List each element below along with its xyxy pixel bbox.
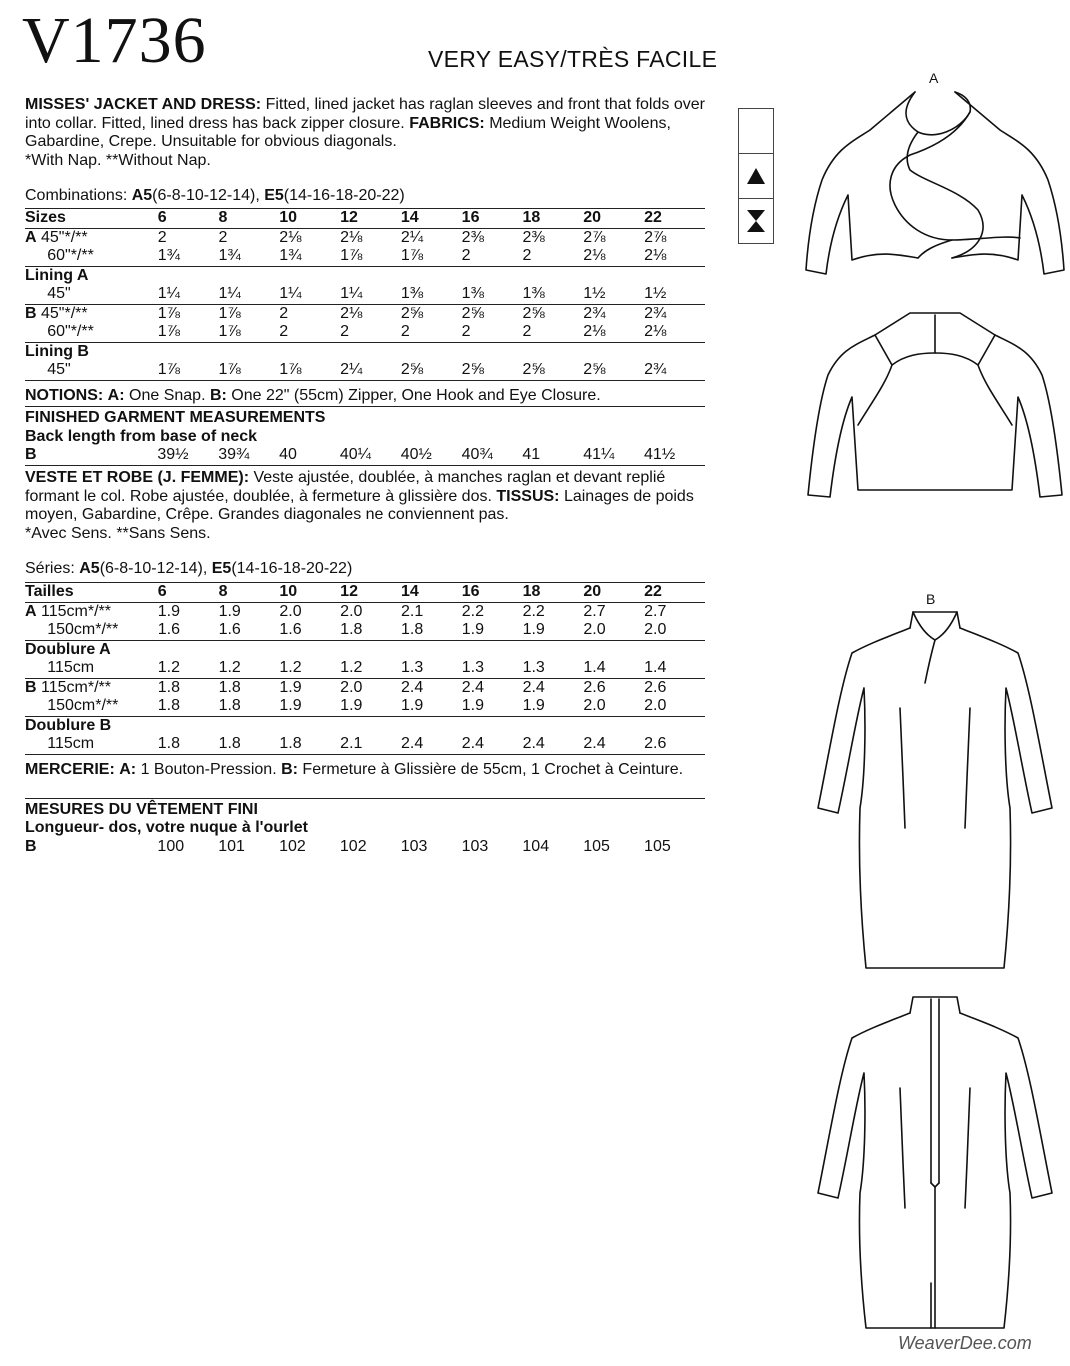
table-cell: 1⅞ <box>158 361 219 380</box>
combo-a-sizes: (6-8-10-12-14), <box>99 560 212 577</box>
table-cell: 1¾ <box>279 247 340 266</box>
table-cell: 2.1 <box>400 602 424 620</box>
table-header-cell: 8 <box>219 583 280 603</box>
description-body: Fitted, lined jacket has raglan sleeves and front that folds over into collar. Fitted, lined dress has back zipper closure. <box>25 96 705 132</box>
table-cell: 1⅜ <box>522 285 583 304</box>
combo-a: A5 <box>131 187 153 204</box>
table-header-cell: 22 <box>644 209 705 229</box>
dress-front-illustration <box>800 608 1070 978</box>
table-cell: 1.8 <box>219 735 280 754</box>
jacket-front-illustration <box>800 90 1070 300</box>
table-cell: 2.0 <box>340 602 363 620</box>
table-row <box>25 247 705 266</box>
table-cell: 2.4 <box>462 735 523 754</box>
table-cell: 1⅞ <box>218 323 279 342</box>
fabrics-body: Medium Weight Woolens, Gabardine, Crepe. Unsuitable for obvious diagonals. <box>25 114 671 150</box>
table-cell: 2.0 <box>279 602 302 620</box>
table-cell: 1.8 <box>158 735 219 754</box>
table-header-cell: 22 <box>644 583 705 603</box>
table-header-cell: 10 <box>279 209 340 229</box>
table-header-cell: 6 <box>158 209 219 229</box>
table-header-cell: Sizes <box>25 209 158 229</box>
table-row <box>25 266 705 285</box>
table-header-row <box>25 583 705 603</box>
table-cell: 2 <box>401 323 462 342</box>
table-header-cell: 16 <box>462 583 523 603</box>
pattern-number: V1736 <box>22 4 207 77</box>
fabrics-body: Lainages de poids moyen, Gabardine, Crêpe. Grandes diagonales ne conviennent pas. <box>25 487 694 523</box>
back-length-title-fr: Longueur- dos, votre nuque à l'ourlet <box>25 819 308 836</box>
table-cell: 1⅞ <box>157 304 180 322</box>
table-cell: 1¼ <box>158 285 219 304</box>
table-cell: 2⅛ <box>644 323 705 342</box>
fabrics-title: TISSUS: <box>496 487 560 505</box>
combo-e: E5 <box>264 187 284 204</box>
notions-a: A: <box>119 761 137 778</box>
table-cell: 60"*/** <box>25 323 158 342</box>
view-a-label: A <box>929 70 939 86</box>
table-cell: 2 <box>218 228 228 246</box>
table-row <box>25 285 705 304</box>
english-description <box>25 96 705 170</box>
table-cell: 2¾ <box>583 304 606 322</box>
table-cell: 1.2 <box>279 659 340 678</box>
notions-b-text: Fermeture à Glissière de 55cm, 1 Crochet à Ceinture. <box>297 761 684 778</box>
watermark: WeaverDee.com <box>898 1333 1032 1353</box>
table-cell: 2.4 <box>400 678 424 696</box>
table-cell: 1⅞ <box>279 361 340 380</box>
table-header-cell: 20 <box>583 209 644 229</box>
table-cell: 1.9 <box>340 697 401 716</box>
table-header-cell: 14 <box>401 209 462 229</box>
table-cell: 102 <box>339 838 367 855</box>
table-cell: 2⅝ <box>400 304 424 322</box>
table-cell: 40 <box>279 446 340 465</box>
table-cell: 41¼ <box>583 446 644 465</box>
finished-title: FINISHED GARMENT MEASUREMENTS <box>25 409 326 426</box>
notions-b: B: <box>281 761 298 778</box>
table-cell: 100 <box>157 838 185 855</box>
table-cell: 2⅞ <box>583 228 606 246</box>
table-cell: 105 <box>644 838 671 855</box>
back-length-title: Back length from base of neck <box>25 428 258 445</box>
nap-note: *With Nap. **Without Nap. <box>25 151 211 169</box>
table-cell: 40¾ <box>462 446 523 465</box>
table-cell: B <box>25 838 37 855</box>
table-cell: 2.6 <box>583 678 606 696</box>
table-cell: 2⅝ <box>522 361 583 380</box>
table-cell: 1.9 <box>523 697 584 716</box>
table-cell: 1⅜ <box>401 285 462 304</box>
table-row <box>25 659 705 678</box>
jacket-back-illustration <box>800 305 1070 515</box>
table-cell: 1.8 <box>219 697 280 716</box>
table-cell: 1.2 <box>219 659 280 678</box>
table-cell: 105 <box>583 838 610 855</box>
table-cell: 2.4 <box>523 735 584 754</box>
table-cell: 1.8 <box>279 735 340 754</box>
divider <box>25 798 705 799</box>
table-cell: 2⅝ <box>522 304 545 322</box>
table-header-cell: Tailles <box>25 583 158 603</box>
table-cell: 1.8 <box>340 621 401 640</box>
table-row <box>25 735 705 754</box>
table-cell: 2 <box>340 323 401 342</box>
table-cell: 2⅛ <box>340 228 363 246</box>
table-cell: 1¾ <box>158 247 219 266</box>
table-header-row <box>25 209 705 229</box>
table-cell: 1.6 <box>158 621 219 640</box>
table-cell: 2⅜ <box>461 228 484 246</box>
table-cell: 41 <box>522 446 583 465</box>
table-cell: 115cm <box>25 735 158 754</box>
table-cell: 2¾ <box>644 361 705 380</box>
lining-b-label: Lining B <box>25 342 89 360</box>
table-cell: 1.9 <box>401 697 462 716</box>
table-row: B 45"*/** 1⅞ 1⅞ 2 2⅛ 2⅝ 2⅝ 2⅝ 2¾ 2¾ <box>25 304 705 323</box>
table-cell: 1.2 <box>158 659 219 678</box>
table-cell: 1.2 <box>340 659 401 678</box>
table-cell: 1.9 <box>462 697 523 716</box>
table-header-cell: 18 <box>523 583 584 603</box>
table-cell: 1¼ <box>279 285 340 304</box>
table-cell: 2¼ <box>400 228 424 246</box>
table-cell: 1.6 <box>219 621 280 640</box>
table-cell: 1½ <box>644 285 705 304</box>
notions-line <box>25 387 705 406</box>
notions-title: MERCERIE: <box>25 761 115 778</box>
table-cell: 2.0 <box>340 678 363 696</box>
table-cell: 1.8 <box>401 621 462 640</box>
table-header-cell: 10 <box>279 583 340 603</box>
table-cell: 2.7 <box>644 602 667 620</box>
notions-b: B: <box>209 387 227 404</box>
combo-a-sizes: (6-8-10-12-14), <box>152 187 265 204</box>
combo-prefix: Séries: <box>25 560 80 577</box>
nap-note: *Avec Sens. **Sans Sens. <box>25 524 211 542</box>
table-row <box>25 838 705 857</box>
table-cell: 2 <box>462 247 523 266</box>
table-cell: 1.4 <box>644 659 705 678</box>
table-cell: 1⅞ <box>340 247 401 266</box>
table-header-cell: 16 <box>462 209 523 229</box>
finished-title-fr: MESURES DU VÊTEMENT FINI <box>25 801 258 818</box>
table-cell: 102 <box>279 838 306 855</box>
lining-a-label: Lining A <box>25 266 89 284</box>
table-cell: 45" <box>25 361 158 380</box>
table-header-cell: 20 <box>583 583 644 603</box>
table-cell: 115cm <box>25 659 158 678</box>
hourglass-icon <box>739 199 773 243</box>
table-cell: 1½ <box>583 285 644 304</box>
table-cell: 2⅝ <box>461 304 484 322</box>
table-cell: 2.1 <box>340 735 401 754</box>
english-yardage-table <box>25 208 705 381</box>
table-cell: 2⅛ <box>340 304 363 322</box>
fabrics-title: FABRICS: <box>409 114 485 132</box>
table-row <box>25 697 705 716</box>
table-cell: 1⅞ <box>401 247 462 266</box>
table-cell: 2.0 <box>583 621 644 640</box>
table-cell: 1.9 <box>462 621 523 640</box>
description-title: VESTE ET ROBE (J. FEMME): <box>25 469 250 486</box>
combo-a: A5 <box>79 560 100 577</box>
table-row <box>25 621 705 640</box>
table-cell: 1.3 <box>523 659 584 678</box>
table-cell: 2 <box>522 323 583 342</box>
table-cell: 2 <box>522 247 583 266</box>
table-cell: 1.8 <box>158 697 219 716</box>
notions-b-text: One 22" (55cm) Zipper, One Hook and Eye Closure. <box>226 387 601 404</box>
table-cell: 41½ <box>644 446 705 465</box>
table-cell: 2⅛ <box>644 247 705 266</box>
table-cell: 2.4 <box>461 678 485 696</box>
table-row <box>25 342 705 361</box>
table-cell: 1.3 <box>401 659 462 678</box>
table-cell: 39¾ <box>218 446 279 465</box>
table-cell: 2.4 <box>583 735 644 754</box>
french-description <box>25 469 705 543</box>
combo-e: E5 <box>211 560 232 577</box>
table-cell: 1.8 <box>218 678 241 696</box>
mercerie-block <box>25 761 705 780</box>
table-cell: 2 <box>279 323 340 342</box>
table-cell: 40½ <box>401 446 462 465</box>
combinations-line <box>25 187 405 205</box>
table-header-cell: 8 <box>218 209 279 229</box>
table-cell: 60"*/** <box>25 247 158 266</box>
notions-title: NOTIONS: <box>25 387 104 404</box>
table-cell: 1¼ <box>340 285 401 304</box>
table-cell: 1¼ <box>218 285 279 304</box>
view-b-label: B <box>926 591 936 607</box>
table-cell: 39½ <box>157 446 218 465</box>
table-cell: 1.9 <box>523 621 584 640</box>
blank-symbol-cell <box>739 109 773 154</box>
lining-b-label: Doublure B <box>25 716 112 734</box>
table-header-cell: 12 <box>340 583 401 603</box>
table-cell: 2¼ <box>340 361 401 380</box>
french-yardage-table <box>25 582 705 755</box>
table-cell: 2⅞ <box>644 228 667 246</box>
table-cell: 2⅝ <box>583 361 644 380</box>
table-header-cell: 18 <box>522 209 583 229</box>
table-cell: 1⅞ <box>218 361 279 380</box>
table-cell: 1.9 <box>279 697 340 716</box>
table-row: A 115cm*/** 1.9 1.9 2.0 2.0 2.1 2.2 2.2 2.7 2.7 <box>25 602 705 621</box>
combo-e-sizes: (14-16-18-20-22) <box>231 560 353 577</box>
table-cell: 1.8 <box>157 678 181 696</box>
triangle-up-icon <box>739 154 773 199</box>
difficulty-label: VERY EASY/TRÈS FACILE <box>428 46 718 72</box>
table-cell: 40¼ <box>340 446 401 465</box>
table-row: B 115cm*/** 1.8 1.8 1.9 2.0 2.4 2.4 2.4 2.6 2.6 <box>25 678 705 697</box>
table-cell: 2¾ <box>644 304 667 322</box>
table-cell: 104 <box>522 838 550 855</box>
table-cell: 2.0 <box>583 697 644 716</box>
notions-a: A: <box>107 387 125 404</box>
table-cell: 101 <box>218 838 245 855</box>
table-cell: 2⅛ <box>583 323 644 342</box>
table-cell: 103 <box>400 838 428 855</box>
table-cell: 2.2 <box>522 602 545 620</box>
table-cell: 2.4 <box>401 735 462 754</box>
table-cell: 1.9 <box>279 678 302 696</box>
table-header-cell: 6 <box>158 583 219 603</box>
table-cell: 2⅝ <box>401 361 462 380</box>
table-cell: 1.9 <box>218 602 241 620</box>
table-cell: B <box>25 446 157 465</box>
series-line <box>25 560 352 578</box>
table-cell: 1.9 <box>157 602 181 620</box>
table-cell: 2⅛ <box>583 247 644 266</box>
table-cell: 2 <box>462 323 523 342</box>
dress-back-illustration <box>800 993 1070 1333</box>
table-cell: 2⅜ <box>522 228 545 246</box>
table-header-cell: 12 <box>340 209 401 229</box>
table-cell: 2.2 <box>461 602 485 620</box>
description-body: Veste ajustée, doublée, à manches raglan et devant replié formant le col. Robe ajustée, doublée, à fermeture à glissière dos. <box>25 469 666 505</box>
table-header-cell: 14 <box>401 583 462 603</box>
table-cell: 150cm*/** <box>25 621 158 640</box>
table-cell: 2.0 <box>644 621 705 640</box>
notions-a-text: One Snap. <box>124 387 210 404</box>
table-cell: 2⅛ <box>279 228 302 246</box>
table-cell: 2.6 <box>644 678 667 696</box>
table-cell: 2 <box>157 228 167 246</box>
table-cell: 1.3 <box>462 659 523 678</box>
notions-a-text: 1 Bouton-Pression. <box>136 761 282 778</box>
table-cell: 2.0 <box>644 697 705 716</box>
table-cell: 1⅞ <box>218 304 241 322</box>
table-cell: 2.6 <box>644 735 705 754</box>
table-cell: 1⅞ <box>158 323 219 342</box>
table-row <box>25 361 705 380</box>
table-cell: 1.4 <box>583 659 644 678</box>
divider <box>25 406 705 407</box>
combo-e-sizes: (14-16-18-20-22) <box>283 187 405 204</box>
english-back-length-table <box>25 446 705 466</box>
lining-a-label: Doublure A <box>25 640 111 658</box>
table-cell: 2⅝ <box>462 361 523 380</box>
nap-symbol-box <box>738 108 774 244</box>
table-row <box>25 446 705 465</box>
table-row: A 45"*/** 2 2 2⅛ 2⅛ 2¼ 2⅜ 2⅜ 2⅞ 2⅞ <box>25 228 705 247</box>
table-row <box>25 640 705 659</box>
table-row <box>25 323 705 342</box>
table-cell: 2 <box>279 304 289 322</box>
table-cell: 1¾ <box>218 247 279 266</box>
combo-prefix: Combinations: <box>25 187 132 204</box>
table-cell: 150cm*/** <box>25 697 158 716</box>
table-cell: 1.6 <box>279 621 340 640</box>
table-cell: 2.4 <box>522 678 545 696</box>
table-cell: 1⅜ <box>462 285 523 304</box>
table-cell: 45" <box>25 285 158 304</box>
french-back-length-table <box>25 838 705 857</box>
table-cell: 103 <box>461 838 489 855</box>
description-title: MISSES' JACKET AND DRESS: <box>25 96 262 113</box>
table-row <box>25 716 705 735</box>
table-cell: 2.7 <box>583 602 606 620</box>
